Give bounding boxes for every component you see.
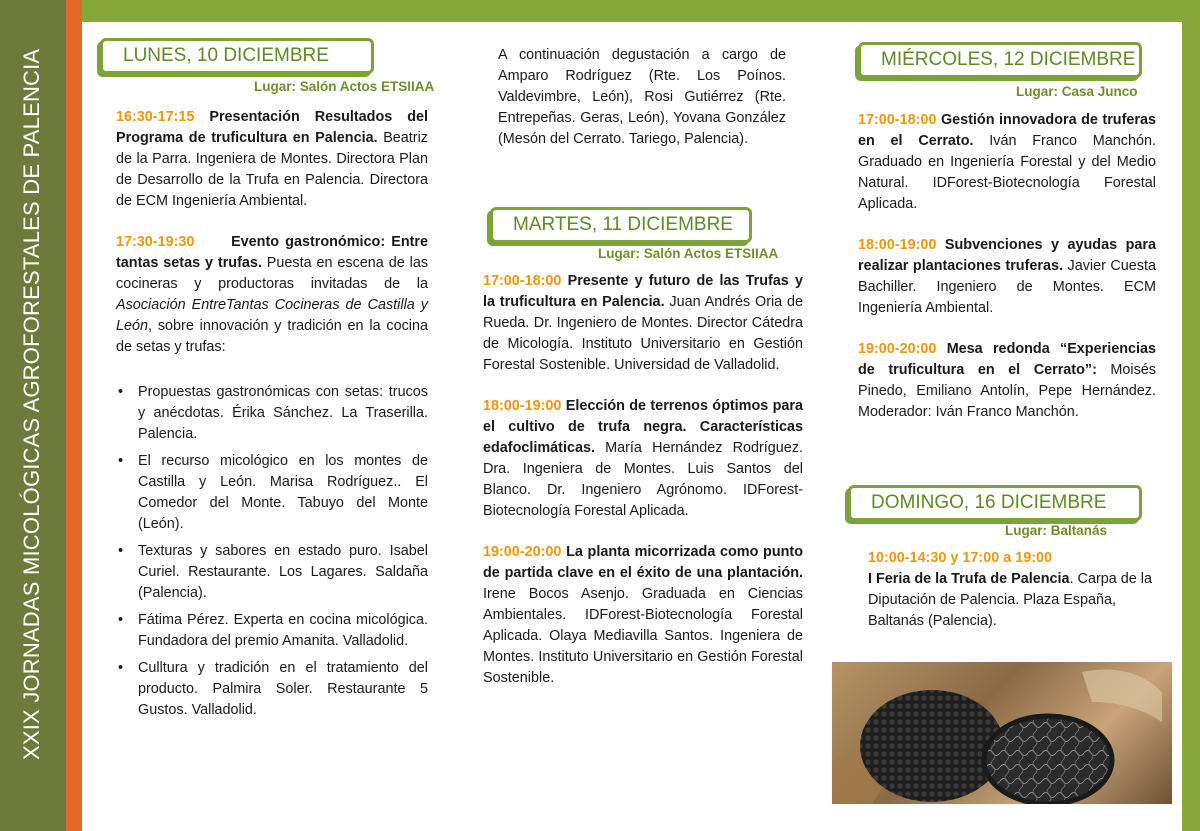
- event-title: La planta micorrizada como punto de partida clave en el éxito de una plantación.: [483, 544, 804, 581]
- event-description: Puesta en escena de las cocineras y productoras invitadas de la: [116, 255, 429, 292]
- event-description: Beatriz de la Parra. Ingeniera de Montes. Directora Plan de Desarrollo de la Trufa en Palencia. Directora de ECM Ingeniería Ambiental.: [116, 130, 428, 209]
- venue-sunday: Lugar: Baltanás: [1005, 523, 1108, 538]
- event-description: . Carpa de la Diputación de Palencia. Plaza España, Baltanás (Palencia).: [868, 571, 1152, 629]
- wednesday-column: [858, 110, 1156, 423]
- day-header-tuesday: MARTES, 11 DICIEMBRE: [490, 207, 752, 243]
- wednesday-event-3: [858, 339, 1156, 423]
- event-title: Presente y futuro de las Trufas y la truficultura en Palencia.: [483, 273, 803, 310]
- event-time: 10:00-14:30 y 17:00 a 19:00: [868, 550, 1053, 566]
- sunday-event: [868, 548, 1158, 632]
- venue-tuesday: Lugar: Salón Actos ETSIIAA: [598, 246, 779, 261]
- tuesday-event-2: [483, 396, 803, 522]
- event-description: Irene Bocos Asenjo. Graduada en Ciencias Ambientales. IDForest-Biotecnología Forestal Aplicada. Olaya Mediavilla Santos. Ingeniera de Montes. Instituto Universitario en Gestión Forestal Sostenible.: [483, 586, 803, 686]
- event-time: 17:30-19:30: [116, 234, 195, 250]
- event-title: Mesa redonda “Experiencias de truficultura en el Cerrato”:: [858, 341, 1156, 378]
- continuation-text: A continuación degustación a cargo de Amparo Rodríguez (Rte. Los Poínos. Valdevimbre, León), Rosi Gutiérrez (Rte. Entrepeñas. Geras, León), Yovana González (Mesón del Cerrato. Tariego, Palencia).: [498, 47, 786, 147]
- truffle-photo: [832, 662, 1172, 804]
- event-description: Javier Cuesta Bachiller. Ingeniero de Montes. ECM Ingeniería Ambiental.: [858, 258, 1156, 316]
- event-description: Moisés Pinedo, Emiliano Antolín, Pepe Hernández. Moderador: Iván Franco Manchón.: [858, 362, 1157, 420]
- truffle-illustration: [832, 662, 1172, 804]
- event-time: 16:30-17:15: [116, 109, 195, 125]
- right-frame: [1182, 0, 1200, 831]
- day-header-wednesday: MIÉRCOLES, 12 DICIEMBRE: [858, 42, 1142, 78]
- event-time: 17:00-18:00: [483, 273, 562, 289]
- wednesday-event-2: [858, 235, 1156, 319]
- event-time: 19:00-20:00: [483, 544, 562, 560]
- list-item: • Texturas y sabores en estado puro. Isabel Curiel. Restaurante. Los Lagares. Saldaña (Palencia).: [118, 543, 428, 601]
- event-title: Subvenciones y ayudas para realizar plantaciones truferas.: [858, 237, 1157, 274]
- event-description: Iván Franco Manchón. Graduado en Ingeniería Forestal y del Medio Natural. IDForest-Biotecnología Forestal Aplicada.: [858, 133, 1156, 212]
- list-item: • El recurso micológico en los montes de Castilla y León. Marisa Rodríguez.. El Comedor del Monte. Tabuyo del Monte (León).: [118, 453, 428, 532]
- association-name: Asociación EntreTantas Cocineras de Castilla y León: [116, 297, 428, 334]
- tuesday-event-1: [483, 271, 803, 376]
- orange-stripe: [66, 0, 82, 831]
- tuesday-column: [483, 271, 803, 689]
- list-item: • Culltura y tradición en el tratamiento del producto. Palmira Soler. Restaurante 5 Gustos. Valladolid.: [118, 660, 428, 718]
- day-header-monday: LUNES, 10 DICIEMBRE: [100, 38, 374, 74]
- top-frame: [82, 0, 1200, 22]
- list-item: • Fátima Pérez. Experta en cocina micológica. Fundadora del premio Amanita. Valladolid.: [118, 612, 428, 649]
- event-time: 19:00-20:00: [858, 341, 937, 357]
- tuesday-event-3: [483, 542, 803, 689]
- wednesday-event-1: [858, 110, 1156, 215]
- event-description: María Hernández Rodríguez. Dra. Ingeniera de Montes. Luis Santos del Blanco. Dr. Ingeniero Agrónomo. IDForest-Biotecnología Forestal Aplicada.: [483, 440, 804, 519]
- event-time: 18:00-19:00: [483, 398, 562, 414]
- event-title: Elección de terrenos óptimos para el cultivo de trufa negra. Características edafoclimáticas.: [483, 398, 804, 456]
- event-title: Evento gastronómico: Entre tantas setas y trufas.: [116, 234, 429, 271]
- gastronomy-list: [116, 382, 428, 721]
- event-time: 18:00-19:00: [858, 237, 937, 253]
- monday-event-2: [116, 232, 428, 358]
- event-description-end: , sobre innovación y tradición en la cocina de setas y trufas:: [116, 318, 428, 355]
- event-title-vertical: XXIX JORNADAS MICOLÓGICAS AGROFORESTALES DE PALENCIA: [19, 48, 44, 760]
- venue-wednesday: Lugar: Casa Junco: [1016, 84, 1138, 99]
- event-description: Juan Andrés Oria de Rueda. Dr. Ingeniero de Montes. Director Cátedra de Micología. Instituto Universitario en Gestión Forestal Sostenible. Universidad de Valladolid.: [483, 294, 803, 373]
- event-title: I Feria de la Trufa de Palencia: [868, 571, 1070, 587]
- event-time: 17:00-18:00: [858, 112, 937, 128]
- venue-monday: Lugar: Salón Actos ETSIIAA: [254, 79, 435, 94]
- list-item: • Propuestas gastronómicas con setas: trucos y anécdotas. Érika Sánchez. La Traserilla. Palencia.: [118, 384, 428, 442]
- monday-event-1: [116, 107, 428, 212]
- day-header-sunday: DOMINGO, 16 DICIEMBRE: [848, 485, 1142, 521]
- event-title: Gestión innovadora de truferas en el Cerrato.: [858, 112, 1157, 149]
- monday-column: [116, 107, 428, 727]
- sunday-column: [868, 548, 1158, 632]
- event-title: Presentación Resultados del Programa de truficultura en Palencia.: [116, 109, 428, 146]
